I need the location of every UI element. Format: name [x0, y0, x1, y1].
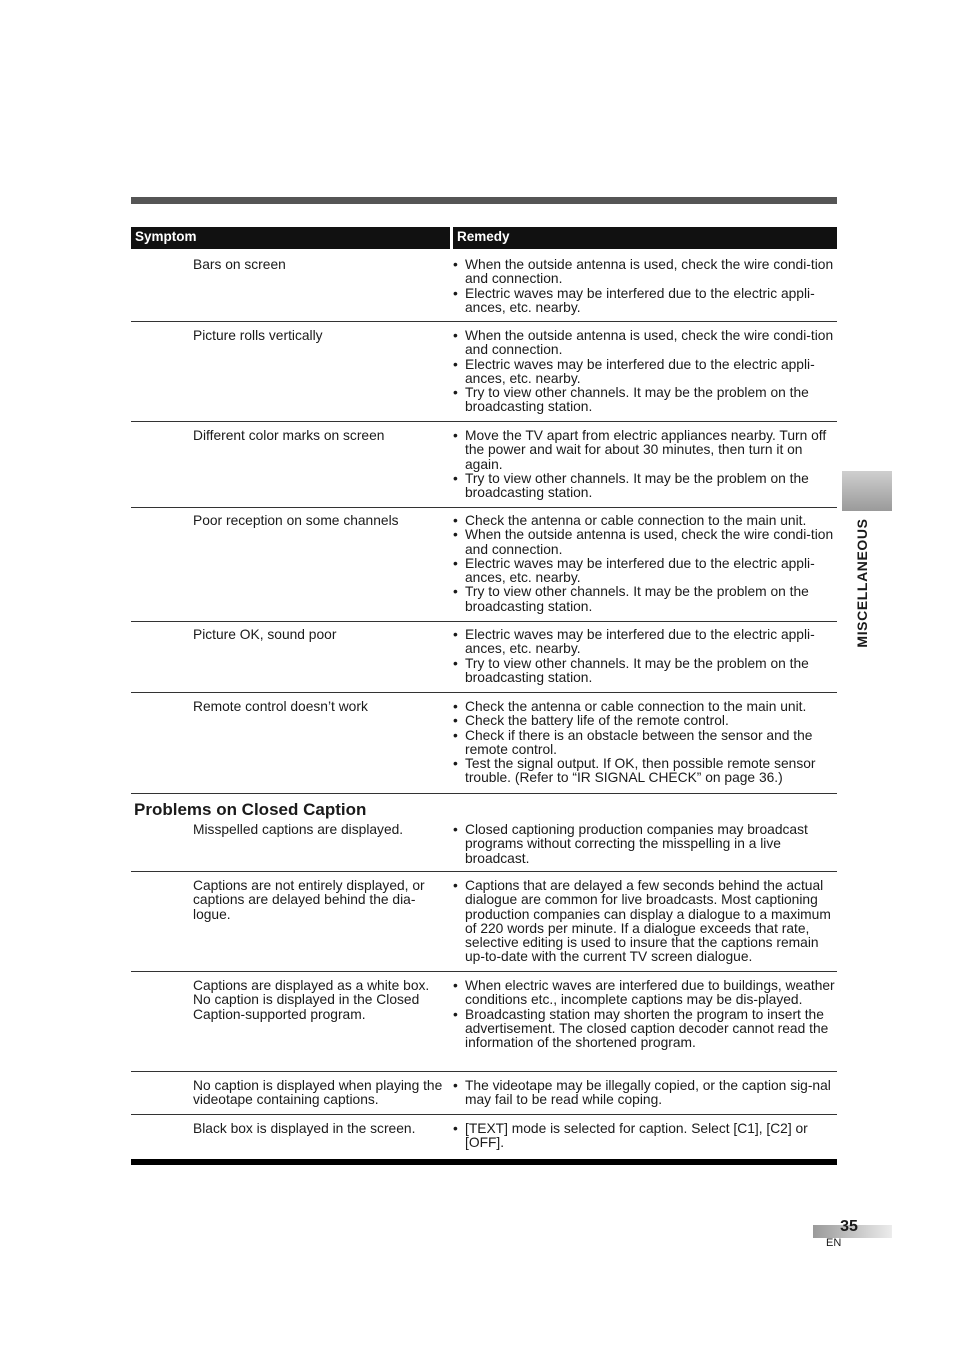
table-row [131, 1072, 837, 1115]
closed-caption-table [131, 822, 837, 1158]
remedy-item: • Try to view other channels. It may be the problem on the broadcasting station. [453, 657, 837, 686]
symptom-text: Bars on screen [193, 257, 286, 272]
top-rule [131, 197, 837, 204]
remedy-item: • Electric waves may be interfered due to the electric appli-ances, etc. nearby. [453, 287, 837, 316]
page-number: 35 [840, 1218, 858, 1235]
table-row [131, 972, 837, 1072]
table-row [131, 622, 837, 693]
symptom-text: Black box is displayed in the screen. [193, 1121, 416, 1136]
remedy-item: • Test the signal output. If OK, then possible remote sensor trouble. (Refer to “IR SIGNAL CHECK” on page 36.) [453, 757, 837, 786]
remedy-item: • When the outside antenna is used, check the wire condi-tion and connection. [453, 258, 837, 287]
page-language: EN [826, 1237, 842, 1249]
remedy-item: • When the outside antenna is used, check the wire condi-tion and connection. [453, 329, 837, 358]
table-row [131, 322, 837, 422]
table-row [131, 1115, 837, 1158]
remedy-item: • Check the antenna or cable connection to the main unit. [453, 514, 837, 528]
symptom-text: Captions are not entirely displayed, or captions are delayed behind the dia-logue. [193, 878, 425, 922]
remedy-item: • The videotape may be illegally copied, or the caption sig-nal may fail to be read while coping. [453, 1079, 837, 1108]
table-row [131, 693, 837, 794]
symptom-text: Picture rolls vertically [193, 328, 323, 343]
section-title: Problems on Closed Caption [134, 800, 367, 819]
remedy-item: • Electric waves may be interfered due to the electric appli-ances, etc. nearby. [453, 628, 837, 657]
remedy-item: • Check if there is an obstacle between the sensor and the remote control. [453, 729, 837, 758]
symptom-text: No caption is displayed when playing the videotape containing captions. [193, 1078, 443, 1108]
remedy-cell [453, 879, 837, 965]
table-row [131, 822, 837, 872]
remedy-item: • Try to view other channels. It may be the problem on the broadcasting station. [453, 386, 837, 415]
remedy-cell [453, 628, 837, 685]
table-row [131, 422, 837, 508]
remedy-cell [453, 979, 837, 1050]
remedy-column-header: Remedy [453, 227, 837, 249]
table-row [131, 872, 837, 972]
remedy-cell [453, 700, 837, 786]
remedy-item: • When the outside antenna is used, check the wire condi-tion and connection. [453, 528, 837, 557]
symptom-text: Different color marks on screen [193, 428, 385, 443]
bottom-rule [131, 1159, 837, 1165]
remedy-cell [453, 329, 837, 415]
table-row [131, 508, 837, 622]
remedy-cell [453, 514, 837, 614]
remedy-item: • Check the battery life of the remote control. [453, 714, 837, 728]
remedy-item: • When electric waves are interfered due to buildings, weather conditions etc., incomplete captions may be dis-played. [453, 979, 837, 1008]
symptom-text: Picture OK, sound poor [193, 627, 337, 642]
symptom-text: Poor reception on some channels [193, 513, 399, 528]
table-row [131, 250, 837, 322]
symptom-text: Misspelled captions are displayed. [193, 822, 404, 837]
remedy-item: • Try to view other channels. It may be the problem on the broadcasting station. [453, 585, 837, 614]
remedy-item: • Try to view other channels. It may be the problem on the broadcasting station. [453, 472, 837, 501]
remedy-item: • Captions that are delayed a few seconds behind the actual dialogue are common for live broadcasts. Most captioning production companies can display a dialogue to a maximum of 220 words per minute. If a dialogue exceeds that rate, selective editing is used to insure that the captions remain up-to-date with the current TV screen dialogue. [453, 879, 837, 965]
remedy-item: • [TEXT] mode is selected for caption. Select [C1], [C2] or [OFF]. [453, 1122, 837, 1151]
remedy-item: • Electric waves may be interfered due to the electric appli-ances, etc. nearby. [453, 358, 837, 387]
section-tab-label [853, 513, 871, 653]
remedy-cell [453, 258, 837, 315]
section-tab-marker [842, 471, 892, 511]
remedy-cell [453, 823, 837, 866]
remedy-cell [453, 1122, 837, 1151]
remedy-cell [453, 429, 837, 500]
remedy-cell [453, 1079, 837, 1108]
remedy-item: • Move the TV apart from electric appliances nearby. Turn off the power and wait for about 30 minutes, then turn it on again. [453, 429, 837, 472]
section-tab-text: MISCELLANEOUS [854, 518, 870, 648]
remedy-item: • Electric waves may be interfered due to the electric appli-ances, etc. nearby. [453, 557, 837, 586]
symptom-text: Remote control doesn’t work [193, 699, 368, 714]
symptom-column-header: Symptom [131, 227, 450, 249]
symptom-text: Captions are displayed as a white box. No caption is displayed in the Closed Caption-supported program. [193, 978, 430, 1022]
troubleshooting-table [131, 250, 837, 794]
remedy-item: • Check the antenna or cable connection to the main unit. [453, 700, 837, 714]
remedy-item: • Closed captioning production companies may broadcast programs without correcting the misspelling in a live broadcast. [453, 823, 837, 866]
remedy-item: • Broadcasting station may shorten the program to insert the advertisement. The closed caption decoder cannot read the information of the shortened program. [453, 1008, 837, 1051]
